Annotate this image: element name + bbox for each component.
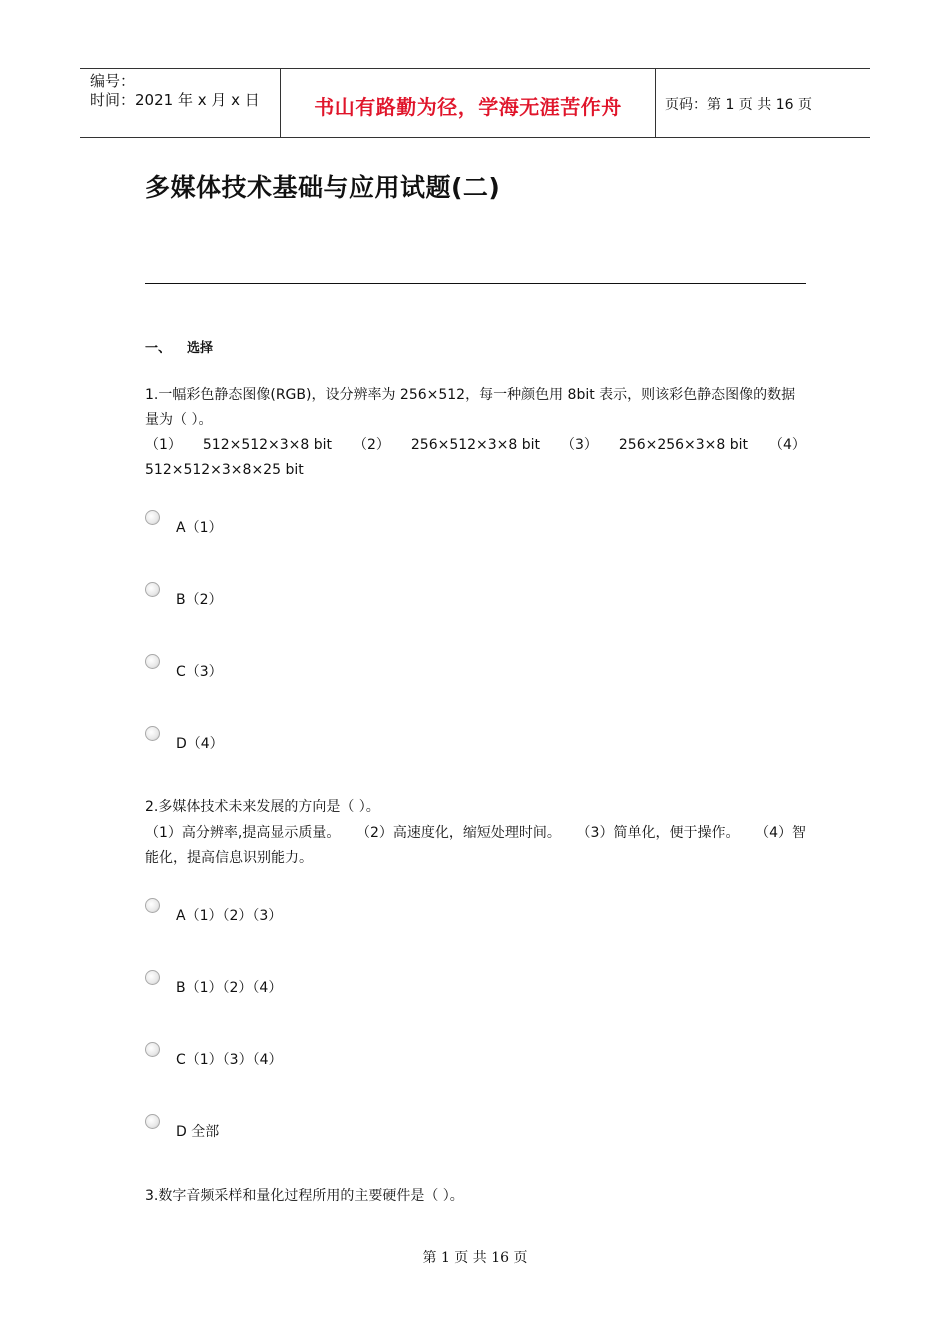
choice-item: （1）	[145, 437, 182, 453]
title-divider	[145, 283, 806, 284]
question-2-choice-tail: 能化，提高信息识别能力。	[145, 850, 313, 866]
choice-item: （3）	[561, 437, 598, 453]
question-1-line-2: 量为（ ）。	[145, 412, 213, 428]
section-label: 选择	[187, 341, 214, 356]
motto: 书山有路勤为径，学海无涯苦作舟	[314, 95, 622, 119]
section-heading	[145, 337, 213, 356]
option-label: C（1）（3）（4）	[176, 1052, 283, 1068]
option-label: D（4）	[176, 736, 224, 752]
option-label: A（1）	[176, 520, 223, 536]
header-page-cell	[655, 69, 870, 137]
choice-item: （1）高分辨率,提高显示质量。	[145, 825, 341, 841]
header-motto-cell	[280, 69, 656, 137]
choice-item: 256×256×3×8 bit	[618, 437, 749, 453]
radio-button-icon[interactable]	[145, 654, 160, 669]
radio-button-icon[interactable]	[145, 1042, 160, 1057]
option-label: A（1）（2）（3）	[176, 908, 283, 924]
radio-button-icon[interactable]	[145, 970, 160, 985]
choice-item: （4）	[769, 437, 806, 453]
choice-item: （4）智	[755, 825, 806, 841]
choice-item: （2）高速度化，缩短处理时间。	[355, 825, 561, 841]
page-header	[80, 68, 870, 138]
question-2-line-1: 2.多媒体技术未来发展的方向是（ ）。	[145, 799, 380, 815]
question-2-choices	[145, 824, 806, 842]
page-footer: 第 1 页 共 16 页	[422, 1250, 528, 1266]
radio-button-icon[interactable]	[145, 510, 160, 525]
radio-button-icon[interactable]	[145, 898, 160, 913]
question-1-choice-tail: 512×512×3×8×25 bit	[145, 462, 304, 478]
radio-button-icon[interactable]	[145, 582, 160, 597]
radio-button-icon[interactable]	[145, 726, 160, 741]
number-label: 编号：	[90, 72, 136, 90]
option-label: C（3）	[176, 664, 223, 680]
option-label: B（1）（2）（4）	[176, 980, 283, 996]
option-label: D 全部	[176, 1124, 220, 1140]
question-3-line-1: 3.数字音频采样和量化过程所用的主要硬件是（ ）。	[145, 1188, 464, 1204]
page-info: 页码：第 1 页 共 16 页	[665, 97, 812, 113]
choice-item: 512×512×3×8 bit	[202, 437, 333, 453]
choice-item: 256×512×3×8 bit	[410, 437, 541, 453]
question-1-choices	[145, 436, 806, 454]
option-label: B（2）	[176, 592, 223, 608]
header-meta-cell	[80, 69, 280, 137]
radio-button-icon[interactable]	[145, 1114, 160, 1129]
section-number: 一、	[145, 341, 172, 356]
choice-item: （2）	[353, 437, 390, 453]
question-1-line-1: 1.一幅彩色静态图像(RGB)，设分辨率为 256×512，每一种颜色用 8bit 表示，则该彩色静态图像的数据	[145, 387, 796, 403]
document-title: 多媒体技术基础与应用试题(二)	[145, 173, 501, 202]
choice-item: （3）简单化，便于操作。	[576, 825, 740, 841]
date-label: 时间：2021 年 x 月 x 日	[90, 91, 260, 109]
